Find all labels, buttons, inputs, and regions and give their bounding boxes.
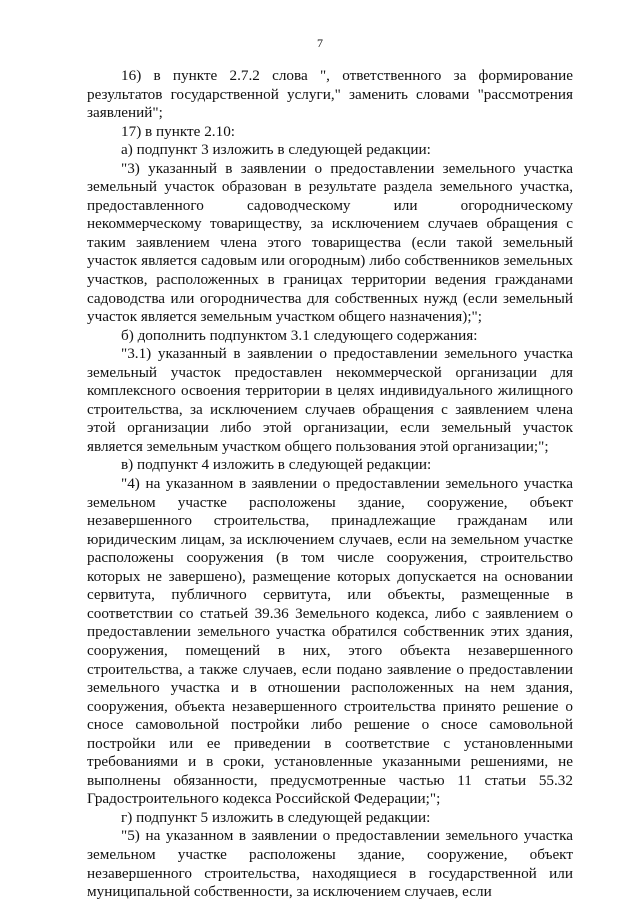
document-body: [87, 67, 573, 902]
paragraph-subitem-a: а) подпункт 3 изложить в следующей редакции:: [121, 141, 431, 159]
paragraph-item-17: 17) в пункте 2.10:: [121, 122, 236, 140]
paragraph-quote-3: "3) указанный в заявлении о предоставлении земельного участка земельный участок образован в результате раздела земельного участка, предоставленного садоводческому или огородническому некоммерческому товариществу, за исключением случаев обращения с таким заявлением члена этого товарищества (если такой земельный участок является садовым или огородным) либо собственников земельных участков, расположенных в границах территории ведения гражданами садоводства или огородничества для собственных нужд (если земельный участок является земельным участком общего назначения);";: [87, 159, 573, 326]
paragraph-subitem-v: в) подпункт 4 изложить в следующей редакции:: [121, 456, 432, 474]
paragraph-item-16: 16) в пункте 2.7.2 слова ", ответственного за формирование результатов государственной услуги," заменить словами "рассмотрения заявлений";: [87, 67, 573, 122]
paragraph-quote-5: "5) на указанном в заявлении о предоставлении земельного участка земельном участке расположены здание, сооружение, объект незавершенного строительства, находящиеся в государственной или муниципальной собственности, за исключением случаев, если: [87, 827, 573, 901]
paragraph-subitem-b: б) дополнить подпунктом 3.1 следующего содержания:: [121, 326, 478, 344]
paragraph-quote-3-1: "3.1) указанный в заявлении о предоставлении земельного участка земельный участок предоставлен некоммерческой организации для комплексного освоения территории в целях индивидуального жилищного строительства, за исключением случаев обращения с заявлением члена этой организации либо этой организации, если земельный участок является земельным участком общего пользования этой организации;";: [87, 345, 573, 455]
paragraph-quote-4: "4) на указанном в заявлении о предоставлении земельного участка земельном участке расположены здание, сооружение, объект незавершенного строительства, принадлежащие гражданам или юридическим лицам, за исключением случаев, если на земельном участке расположены сооружения (в том числе сооружения, строительство которых не завершено), размещение которых допускается на основании сервитута, публичного сервитута, или объекты, размещенные в соответствии со статьей 39.36 Земельного кодекса, либо с заявлением о предоставлении земельного участка обратился собственник этих здания, сооружения, помещений в них, этого объекта незавершенного строительства, а также случаев, если подано заявление о предоставлении земельного участка и в отношении расположенных на нем здания, сооружения, объекта незавершенного строительства принято решение о сносе самовольной постройки либо решение о сносе самовольной постройки или ее приведении в соответствие с установленными требованиями и в сроки, установленные указанными решениями, не выполнены обязанности, предусмотренные частью 11 статьи 55.32 Градостроительного кодекса Российской Федерации;";: [87, 475, 573, 808]
page-number: 7: [317, 36, 323, 50]
paragraph-subitem-g: г) подпункт 5 изложить в следующей редакции:: [121, 808, 431, 826]
